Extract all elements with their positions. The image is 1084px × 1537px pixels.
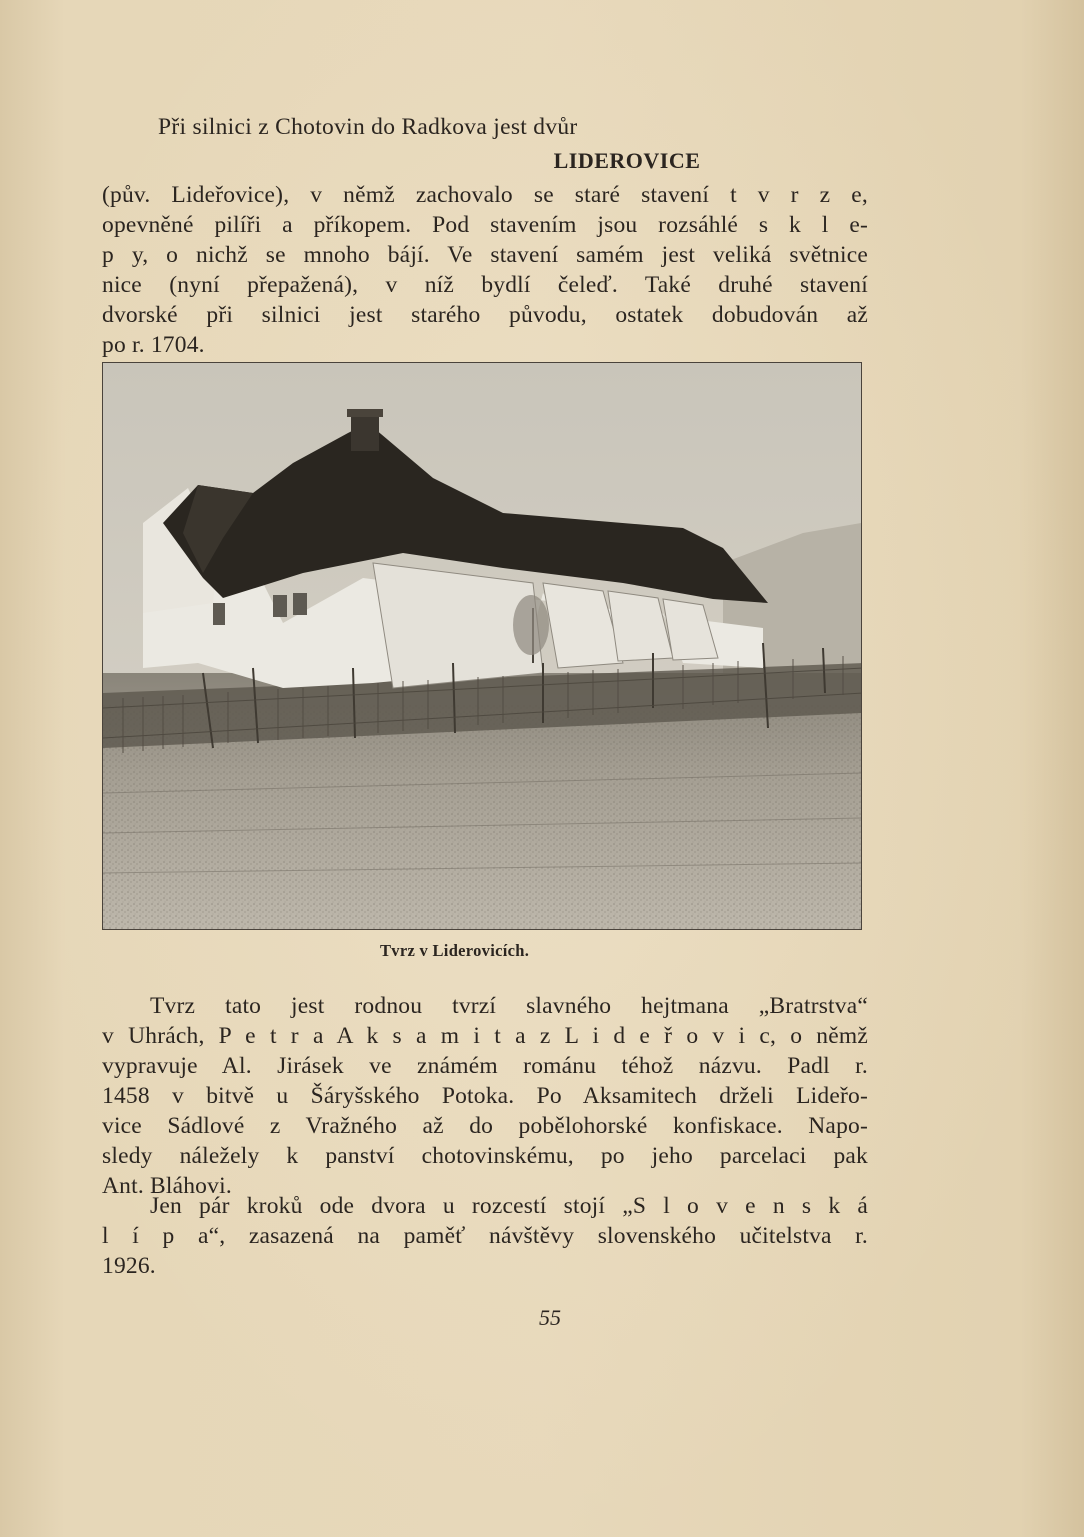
paragraph-3 [102, 1191, 868, 1281]
paragraph-line: p y, o nichž se mnoho bájí. Ve stavení samém jest veliká světnice [102, 242, 868, 268]
section-heading: LIDEROVICE [553, 148, 701, 173]
photo-caption: Tvrz v Liderovicích. [380, 941, 530, 960]
paragraph-line: (pův. Lideřovice), v němž zachovalo se staré stavení t v r z e, [102, 182, 868, 208]
intro-line: Při silnici z Chotovin do Radkova jest dvůr [158, 114, 578, 140]
paragraph-line: 1458 v bitvě u Šáryšského Potoka. Po Aksamitech drželi Lideřo- [102, 1083, 868, 1109]
paragraph-line: 1926. [102, 1253, 156, 1279]
farmhouse-photo [102, 362, 862, 930]
paragraph-line: Ant. Bláhovi. [102, 1173, 232, 1199]
paragraph-line: l í p a“, zasazená na paměť návštěvy slovenského učitelstva r. [102, 1223, 868, 1249]
paragraph-1 [102, 180, 868, 360]
page-number: 55 [539, 1305, 561, 1330]
paragraph-2 [102, 991, 868, 1201]
paragraph-line: dvorské při silnici jest starého původu, ostatek dobudován až [102, 302, 868, 328]
paragraph-line: Tvrz tato jest rodnou tvrzí slavného hejtmana „Bratrstva“ [150, 993, 868, 1019]
paragraph-line: vypravuje Al. Jirásek ve známém románu téhož názvu. Padl r. [102, 1053, 868, 1079]
paragraph-line: opevněné pilíři a příkopem. Pod stavením jsou rozsáhlé s k l e- [102, 212, 868, 238]
paragraph-line: vice Sádlové z Vražného až do pobělohorské konfiskace. Napo- [102, 1113, 868, 1139]
paragraph-line: Jen pár kroků ode dvora u rozcestí stojí „S l o v e n s k á [150, 1193, 868, 1219]
paragraph-line: nice (nyní přepažená), v níž bydlí čeleď. Také druhé stavení [102, 272, 868, 298]
paragraph-line: v Uhrách, P e t r a A k s a m i t a z L i d e ř o v i c, o němž [102, 1023, 868, 1049]
paragraph-line: sledy náležely k panství chotovinskému, po jeho parcelaci pak [102, 1143, 868, 1169]
paragraph-line: po r. 1704. [102, 332, 205, 358]
